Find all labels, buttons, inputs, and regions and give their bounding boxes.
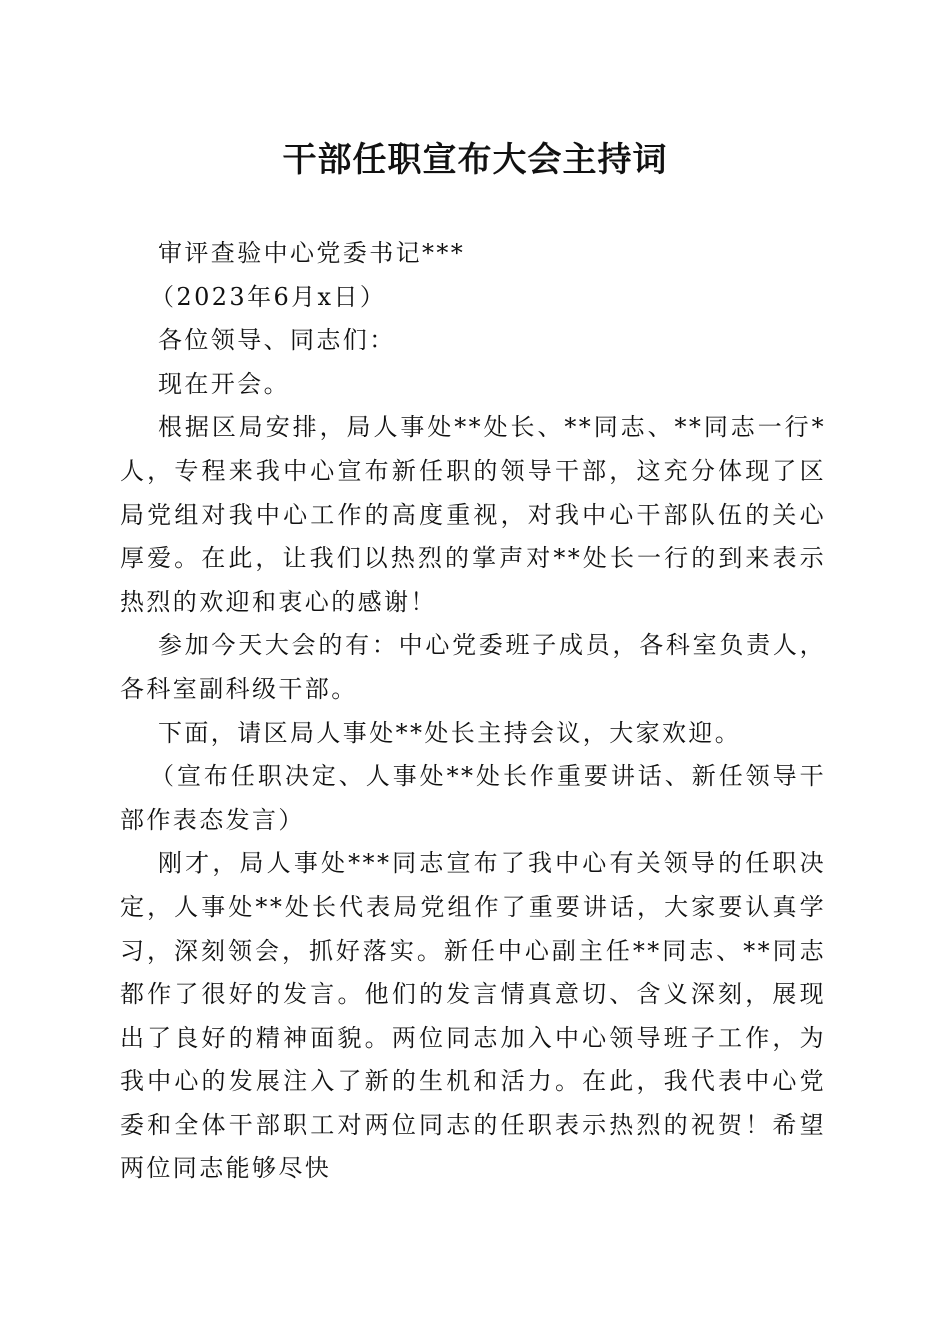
salutation-paragraph: 各位领导、同志们： bbox=[158, 326, 396, 355]
handover-paragraph: 下面，请区局人事处**处长主持会议，大家欢迎。 bbox=[158, 718, 742, 747]
agenda-note-paragraph: （宣布任职决定、人事处**处长作重要讲话、新任领导干部作表态发言） bbox=[120, 762, 826, 834]
closing-remarks-paragraph: 刚才，局人事处***同志宣布了我中心有关领导的任职决定，人事处**处长代表局党组作了重要讲话，大家要认真学习，深刻领会，抓好落实。新任中心副主任**同志、**同志都作了很好的发言。他们的发言情真意切、含义深刻，展现出了良好的精神面貌。两位同志加入中心领导班子工作，为我中心的发展注入了新的生机和活力。在此，我代表中心党委和全体干部职工对两位同志的任职表示热烈的祝贺！希望两位同志能够尽快 bbox=[120, 849, 826, 1183]
document-body bbox=[120, 232, 826, 1191]
speaker-line: 审评查验中心党委书记*** bbox=[158, 239, 466, 267]
welcome-paragraph: 根据区局安排，局人事处**处长、**同志、**同志一行*人，专程来我中心宣布新任职的领导干部，这充分体现了区局党组对我中心工作的高度重视，对我中心干部队伍的关心厚爱。在此，让我们以热烈的掌声对**处长一行的到来表示热烈的欢迎和衷心的感谢！ bbox=[120, 413, 826, 616]
attendees-paragraph: 参加今天大会的有：中心党委班子成员，各科室负责人，各科室副科级干部。 bbox=[120, 631, 826, 703]
opening-paragraph: 现在开会。 bbox=[158, 369, 290, 398]
document-title: 干部任职宣布大会主持词 bbox=[282, 140, 668, 180]
date-line: （2023年6月x日） bbox=[150, 282, 387, 311]
